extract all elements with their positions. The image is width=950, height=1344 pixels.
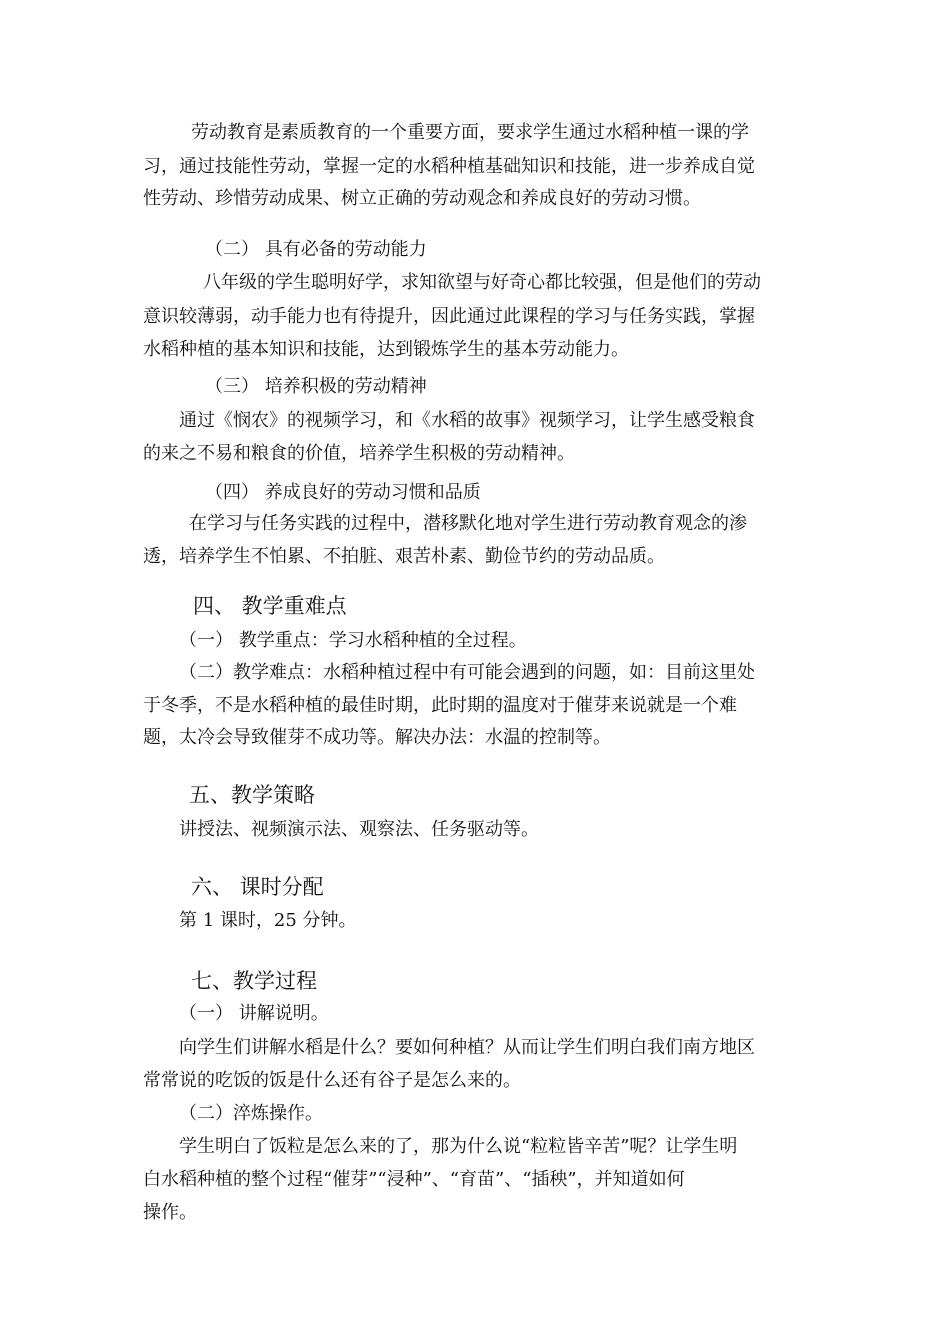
- schedule-line: 第 1 课时，25 分钟。: [179, 910, 357, 931]
- strategy-line: 讲授法、视频演示法、观察法、任务驱动等。: [179, 819, 539, 840]
- heading-schedule: 六、 课时分配: [191, 875, 324, 899]
- subheading-ability: （二） 具有必备的劳动能力: [205, 239, 427, 260]
- practice-line-2: 白水稻种植的整个过程“催芽”“浸种”、“育苗”、“插秧”，并知道如何: [143, 1169, 685, 1190]
- intro-line-2: 习，通过技能性劳动，掌握一定的水稻种植基础知识和技能，进一步养成自觉: [143, 156, 755, 177]
- explain-line-1: 向学生们讲解水稻是什么？要如何种植？从而让学生们明白我们南方地区: [179, 1037, 755, 1058]
- difficulty-line-3: 题，太冷会导致催芽不成功等。解决办法：水温的控制等。: [143, 727, 611, 748]
- difficulty-line-2: 于冬季，不是水稻种植的最佳时期，此时期的温度对于催芽来说就是一个难: [143, 695, 737, 716]
- spirit-line-2: 的来之不易和粮食的价值，培养学生积极的劳动精神。: [143, 443, 575, 464]
- key-point-line: （一） 教学重点：学习水稻种植的全过程。: [179, 630, 527, 651]
- ability-line-1: 八年级的学生聪明好学，求知欲望与好奇心都比较强，但是他们的劳动: [203, 272, 761, 293]
- intro-line-3: 性劳动、珍惜劳动成果、树立正确的劳动观念和养成良好的劳动习惯。: [143, 188, 701, 209]
- heading-process: 七、教学过程: [191, 969, 317, 993]
- ability-line-2: 意识较薄弱，动手能力也有待提升，因此通过此课程的学习与任务实践，掌握: [143, 306, 755, 327]
- practice-line-3: 操作。: [143, 1202, 197, 1223]
- heading-strategy: 五、教学策略: [189, 783, 315, 807]
- spirit-line-1: 通过《悯农》的视频学习，和《水稻的故事》视频学习，让学生感受粮食: [179, 410, 755, 431]
- heading-key-points: 四、 教学重难点: [193, 594, 347, 618]
- subheading-explain: （一） 讲解说明。: [179, 1003, 329, 1024]
- subheading-spirit: （三） 培养积极的劳动精神: [205, 376, 427, 397]
- intro-line-1: 劳动教育是素质教育的一个重要方面，要求学生通过水稻种植一课的学: [191, 122, 749, 143]
- subheading-habits: （四） 养成良好的劳动习惯和品质: [205, 482, 481, 503]
- difficulty-line-1: （二）教学难点：水稻种植过程中有可能会遇到的问题，如：目前这里处: [179, 662, 755, 683]
- explain-line-2: 常常说的吃饭的饭是什么还有谷子是怎么来的。: [143, 1070, 521, 1091]
- habits-line-1: 在学习与任务实践的过程中，潜移默化地对学生进行劳动教育观念的渗: [189, 513, 747, 534]
- habits-line-2: 透，培养学生不怕累、不拍脏、艰苦朴素、勤俭节约的劳动品质。: [143, 546, 665, 567]
- ability-line-3: 水稻种植的基本知识和技能，达到锻炼学生的基本劳动能力。: [143, 339, 629, 360]
- subheading-practice: （二）淬炼操作。: [179, 1103, 323, 1124]
- practice-line-1: 学生明白了饭粒是怎么来的了，那为什么说“粒粒皆辛苦”呢？让学生明: [179, 1136, 738, 1157]
